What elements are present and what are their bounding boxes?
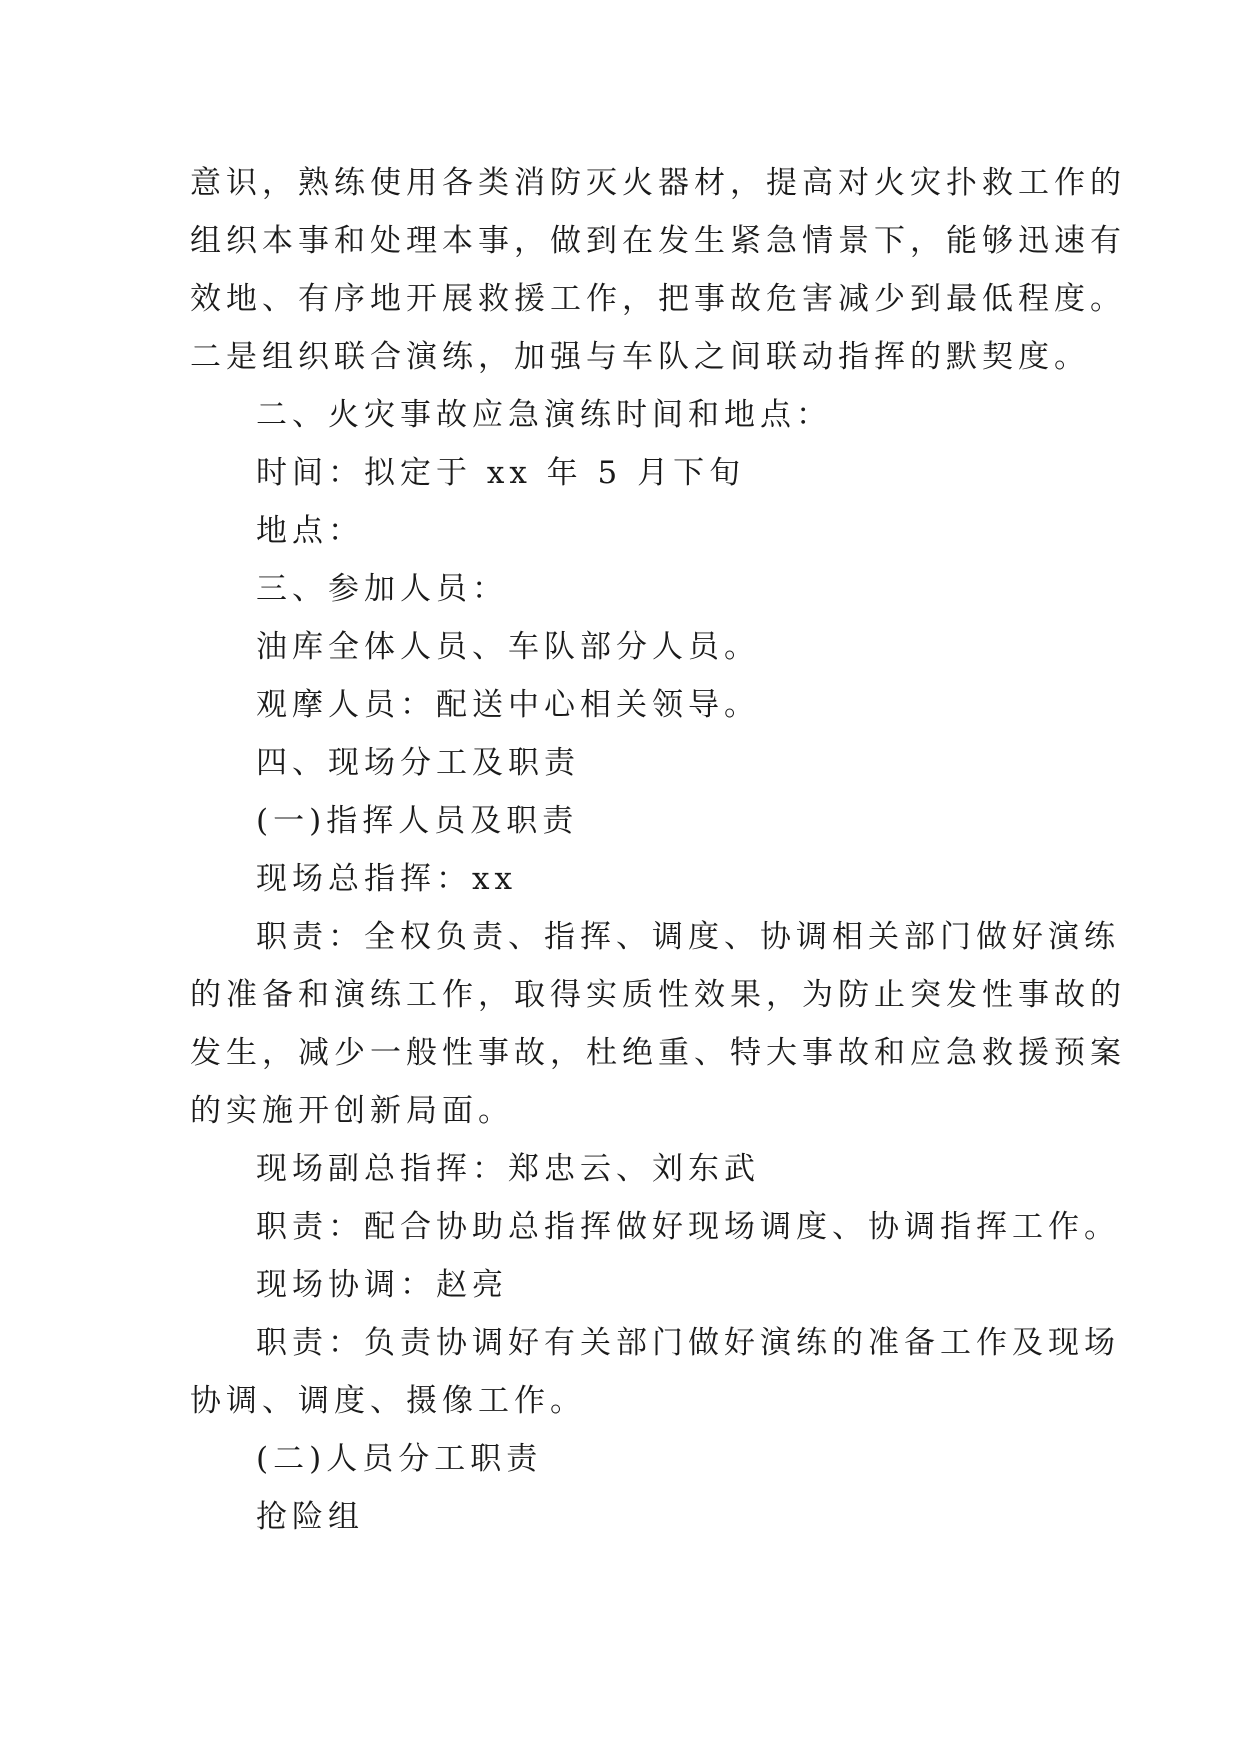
paragraph-line: 观摩人员：配送中心相关领导。 — [256, 687, 760, 723]
paragraph-line: 的准备和演练工作，取得实质性效果，为防止突发性事故的 — [190, 977, 1126, 1013]
paragraph-line: 意识，熟练使用各类消防灭火器材，提高对火灾扑救工作的 — [190, 165, 1126, 201]
paragraph-line: 现场协调：赵亮 — [256, 1267, 508, 1303]
paragraph-line: 职责：配合协助总指挥做好现场调度、协调指挥工作。 — [256, 1209, 1120, 1245]
paragraph-line: 二是组织联合演练，加强与车队之间联动指挥的默契度。 — [190, 339, 1090, 375]
paragraph-line: 职责：全权负责、指挥、调度、协调相关部门做好演练 — [256, 919, 1120, 955]
section-heading: 三、参加人员： — [256, 571, 508, 607]
paragraph-line: 发生，减少一般性事故，杜绝重、特大事故和应急救援预案 — [190, 1035, 1126, 1071]
subsection-heading: (一)指挥人员及职责 — [256, 803, 579, 839]
paragraph-line: 时间：拟定于 xx 年 5 月下旬 — [256, 455, 746, 491]
paragraph-line: 抢险组 — [256, 1499, 364, 1535]
paragraph-line: 的实施开创新局面。 — [190, 1093, 514, 1129]
paragraph-line: 现场总指挥：xx — [256, 861, 517, 897]
paragraph-line: 组织本事和处理本事，做到在发生紧急情景下，能够迅速有 — [190, 223, 1126, 259]
subsection-heading: (二)人员分工职责 — [256, 1441, 543, 1477]
paragraph-line: 协调、调度、摄像工作。 — [190, 1383, 586, 1419]
paragraph-line: 地点： — [256, 513, 364, 549]
section-heading: 二、火灾事故应急演练时间和地点： — [256, 397, 832, 433]
paragraph-line: 现场副总指挥：郑忠云、刘东武 — [256, 1151, 760, 1187]
paragraph-line: 油库全体人员、车队部分人员。 — [256, 629, 760, 665]
paragraph-line: 效地、有序地开展救援工作，把事故危害减少到最低程度。 — [190, 281, 1126, 317]
section-heading: 四、现场分工及职责 — [256, 745, 580, 781]
paragraph-line: 职责：负责协调好有关部门做好演练的准备工作及现场 — [256, 1325, 1120, 1361]
